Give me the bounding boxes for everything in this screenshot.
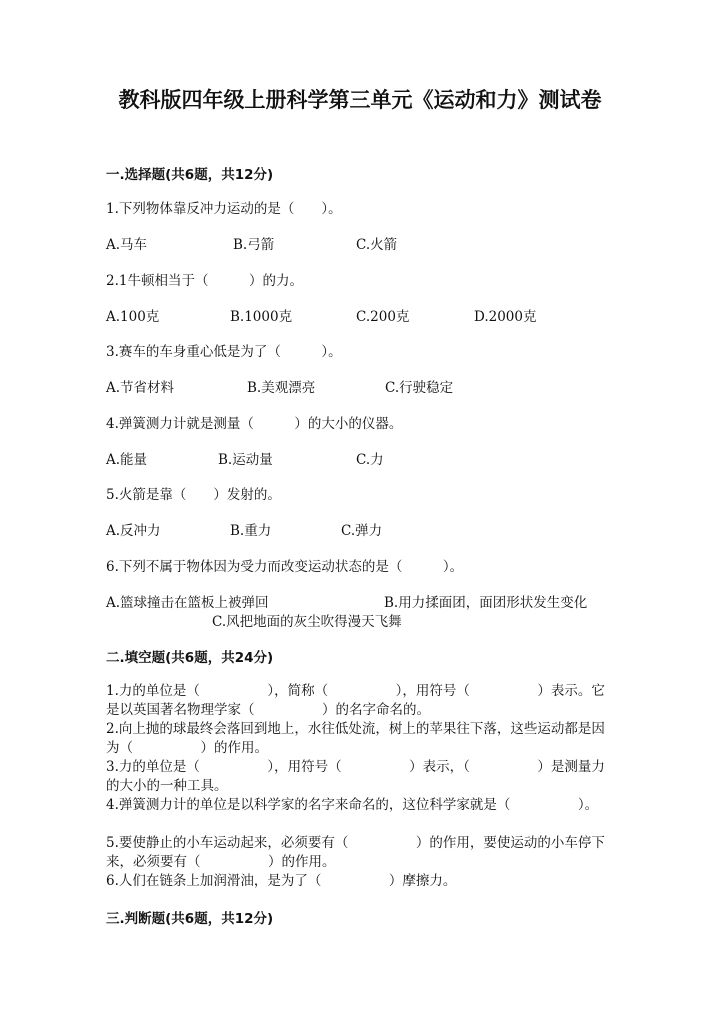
option: C.弹力 [341,523,383,539]
option: D.2000克 [474,309,537,325]
option: B.用力揉面团，面团形状发生变化 [384,595,588,611]
option: A.节省材料 [106,380,175,396]
fill-question: 6.人们在链条上加润滑油，是为了（ ）摩擦力。 [106,873,457,889]
option: B.运动量 [218,452,273,468]
question-text: 4.弹簧测力计就是测量（ ）的大小的仪器。 [106,416,403,432]
option: C.火箭 [356,237,398,253]
option: C.风把地面的灰尘吹得漫天飞舞 [212,614,402,630]
fill-question: 2.向上抛的球最终会落回到地上，水往低处流，树上的苹果往下落，这些运动都是因为（ ）的作用。 [106,721,605,756]
option: A.篮球撞击在篮板上被弹回 [106,595,269,611]
question-text: 6.下列不属于物体因为受力而改变运动状态的是（ ）。 [106,559,464,575]
option: B.弓箭 [233,237,275,253]
question-text: 3.赛车的车身重心低是为了（ ）。 [106,344,342,360]
option: A.反冲力 [106,523,161,539]
page-title: 教科版四年级上册科学第三单元《运动和力》测试卷 [118,88,602,112]
option: B.重力 [230,523,272,539]
option: B.美观漂亮 [247,380,316,396]
option: C.行驶稳定 [385,380,454,396]
option: C.力 [356,452,384,468]
option: C.200克 [356,309,410,325]
section-heading-choice: 一.选择题(共6题，共12分) [106,167,274,183]
question-text: 5.火箭是靠（ ）发射的。 [106,487,281,503]
option: A.马车 [106,237,148,253]
fill-question: 3.力的单位是（ ），用符号（ ）表示，（ ）是测量力的大小的一种工具。 [106,759,605,794]
option: A.能量 [106,452,148,468]
fill-question: 4.弹簧测力计的单位是以科学家的名字来命名的，这位科学家就是（ ）。 [106,797,599,813]
question-text: 2.1牛顿相当于（ ）的力。 [106,273,303,289]
fill-question: 5.要使静止的小车运动起来，必须要有（ ）的作用，要使运动的小车停下来，必须要有（ ）的作用。 [106,835,605,870]
option: B.1000克 [230,309,293,325]
option: A.100克 [106,309,160,325]
section-heading-fill: 二.填空题(共6题，共24分) [106,650,274,666]
question-text: 1.下列物体靠反冲力运动的是（ ）。 [106,201,342,217]
fill-question: 1.力的单位是（ ），简称（ ），用符号（ ）表示。它是以英国著名物理学家（ ）的名字命名的。 [106,683,605,718]
section-heading-judge: 三.判断题(共6题，共12分) [106,911,274,927]
